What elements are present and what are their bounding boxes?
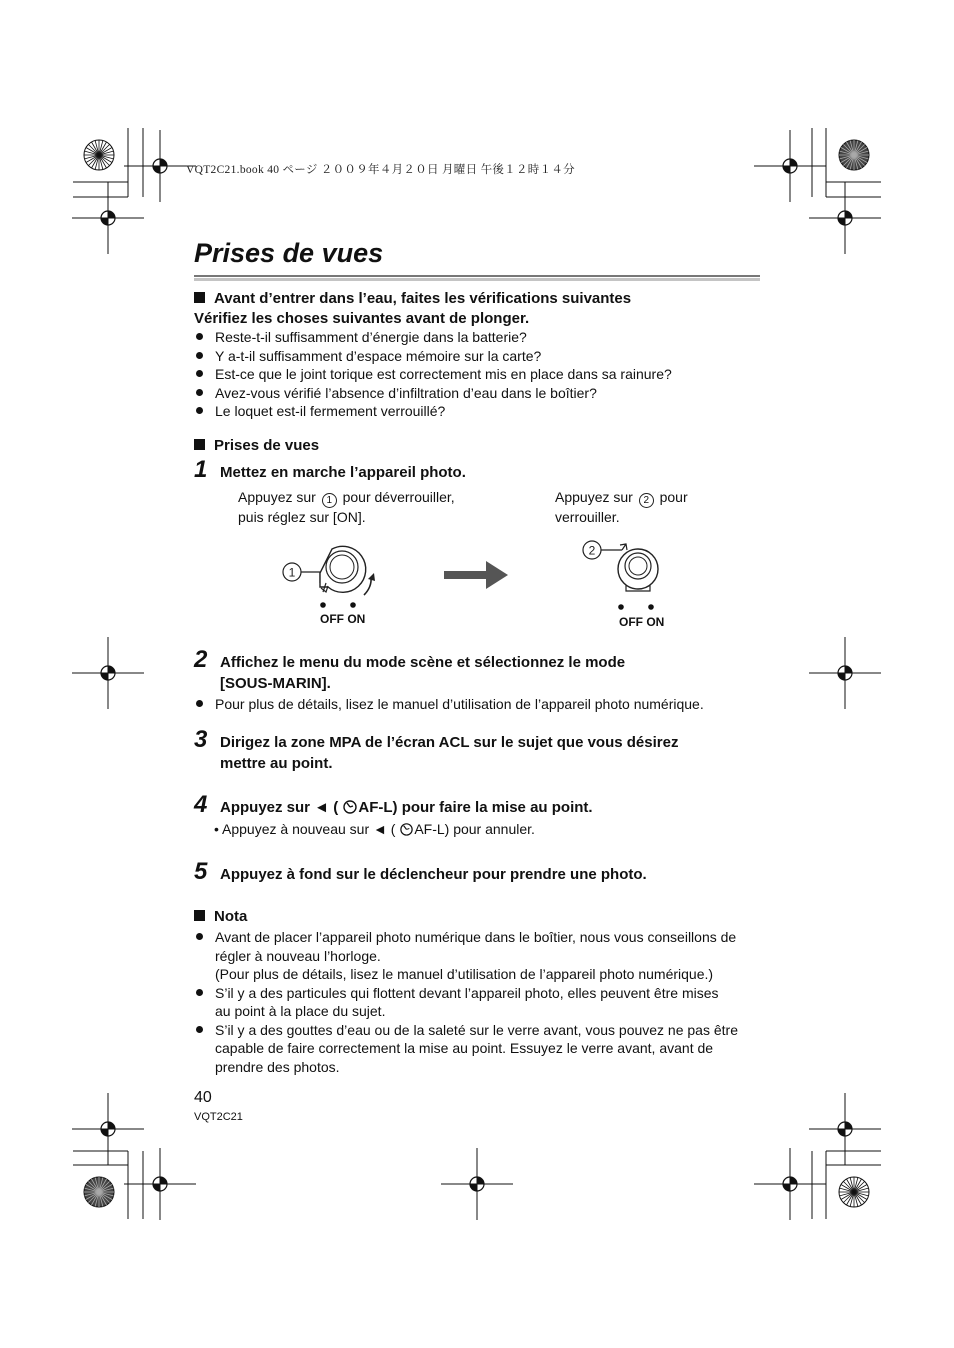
off-on-label-left: OFF ON bbox=[320, 612, 366, 626]
circled-number-2: 2 bbox=[639, 493, 654, 508]
section-heading-shoot: Prises de vues bbox=[194, 437, 319, 454]
registration-crosshair bbox=[809, 182, 881, 254]
list-item: Avant de placer l’appareil photo numérique dans le boîtier, nous vous conseillons de régler à nouveau l’horloge. (Pour plus de détails, lisez le manuel d’utilisation de l’appareil photo numérique.) bbox=[194, 928, 764, 984]
dial-unlock-illustration bbox=[276, 535, 386, 615]
step-2-number: 2 bbox=[194, 646, 208, 673]
section-subheading-checks: Vérifiez les choses suivantes avant de plonger. bbox=[194, 310, 530, 327]
list-item: Est-ce que le joint torique est correctement mis en place dans sa rainure? bbox=[194, 365, 760, 384]
section-heading-nota: Nota bbox=[194, 908, 247, 925]
square-bullet-icon bbox=[194, 292, 205, 303]
step-1-right-caption: Appuyez sur 2 pour verrouiller. bbox=[555, 489, 688, 525]
registration-crosshair bbox=[809, 637, 881, 709]
registration-crosshair bbox=[809, 1093, 881, 1165]
list-item: S’il y a des particules qui flottent devant l’appareil photo, elles peuvent être mises au point à la place du sujet. bbox=[194, 984, 764, 1021]
registration-crosshair bbox=[72, 1093, 144, 1165]
dial-body-icon bbox=[618, 549, 658, 589]
step-1-left-caption: Appuyez sur 1 pour déverrouiller, puis réglez sur [ON]. bbox=[238, 489, 455, 525]
svg-text:1: 1 bbox=[288, 565, 296, 580]
step-2-notes bbox=[194, 695, 760, 714]
page-number: 40 bbox=[194, 1089, 212, 1106]
step-1-text: Mettez en marche l’appareil photo. bbox=[220, 464, 466, 481]
registration-starburst bbox=[839, 1177, 869, 1207]
list-item: Avez-vous vérifié l’absence d’infiltration d’eau dans le boîtier? bbox=[194, 384, 760, 403]
nota-list bbox=[194, 928, 764, 1076]
step-1-number: 1 bbox=[194, 456, 208, 483]
self-timer-icon bbox=[342, 798, 358, 814]
title-rule bbox=[194, 275, 760, 277]
registration-crosshair bbox=[72, 182, 144, 254]
step-3-number: 3 bbox=[194, 726, 208, 753]
dial-body-icon bbox=[320, 546, 366, 592]
step-4-subnote: • Appuyez à nouveau sur ◄ ( AF-L) pour annuler. bbox=[214, 821, 535, 837]
step-3-text: Dirigez la zone MPA de l’écran ACL sur le sujet que vous désirez mettre au point. bbox=[220, 734, 679, 772]
registration-crosshair bbox=[754, 130, 826, 202]
dial-lock-illustration bbox=[578, 535, 678, 615]
step-5-text: Appuyez à fond sur le déclencheur pour prendre une photo. bbox=[220, 866, 647, 883]
list-item: Reste-t-il suffisamment d’énergie dans la batterie? bbox=[194, 328, 760, 347]
step-5-number: 5 bbox=[194, 858, 208, 885]
section-heading-checks: Avant d’entrer dans l’eau, faites les vérifications suivantes bbox=[194, 290, 631, 307]
square-bullet-icon bbox=[194, 910, 205, 921]
list-item: S’il y a des gouttes d’eau ou de la saleté sur le verre avant, vous pouvez ne pas être capable de faire correctement la mise au point. Essuyez le verre avant, avant de prendre des photos. bbox=[194, 1021, 764, 1077]
title-rule-shadow bbox=[194, 278, 760, 281]
step-4-number: 4 bbox=[194, 791, 208, 818]
registration-crosshair bbox=[441, 1148, 513, 1220]
self-timer-icon bbox=[399, 821, 414, 836]
off-on-label-right: OFF ON bbox=[619, 615, 665, 629]
registration-starburst bbox=[839, 140, 869, 170]
square-bullet-icon bbox=[194, 439, 205, 450]
print-info-line: VQT2C21.book 40 ページ ２００９年４月２０日 月曜日 午後１２時１４分 bbox=[186, 164, 575, 176]
rotate-arrow-icon bbox=[364, 577, 371, 595]
page-title: Prises de vues bbox=[194, 238, 384, 268]
svg-text:2: 2 bbox=[588, 543, 596, 558]
step-2-text: Affichez le menu du mode scène et sélectionnez le mode [SOUS-MARIN]. bbox=[220, 654, 626, 692]
circled-number-1: 1 bbox=[322, 493, 337, 508]
step-4-text: Appuyez sur ◄ ( AF-L) pour faire la mise au point. bbox=[220, 799, 593, 816]
registration-crosshair bbox=[124, 1148, 196, 1220]
check-list bbox=[194, 328, 760, 421]
arrow-right-icon bbox=[444, 560, 510, 590]
registration-starburst bbox=[84, 1177, 114, 1207]
document-code: VQT2C21 bbox=[194, 1111, 243, 1123]
list-item: Le loquet est-il fermement verrouillé? bbox=[194, 402, 760, 421]
registration-crosshair bbox=[754, 1148, 826, 1220]
registration-crosshair bbox=[72, 637, 144, 709]
list-item: Pour plus de détails, lisez le manuel d’utilisation de l’appareil photo numérique. bbox=[194, 695, 760, 714]
list-item: Y a-t-il suffisamment d’espace mémoire sur la carte? bbox=[194, 347, 760, 366]
registration-starburst bbox=[84, 140, 114, 170]
